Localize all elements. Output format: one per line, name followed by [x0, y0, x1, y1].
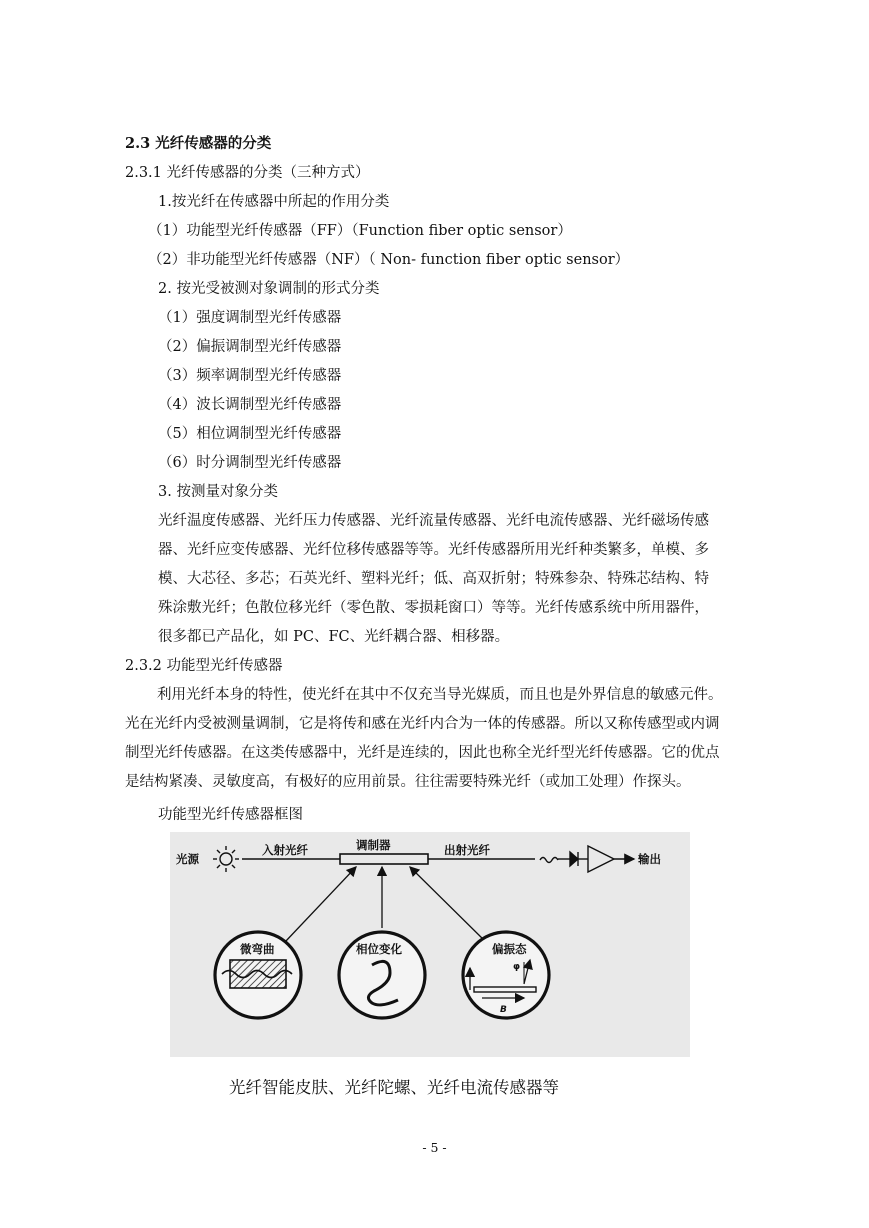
amplifier-icon — [588, 846, 614, 872]
paragraph-line: 器、光纤应变传感器、光纤位移传感器等等。光纤传感器所用光纤种类繁多，单模、多 — [158, 542, 709, 558]
page-number: - 5 - — [422, 1140, 447, 1155]
paragraph-line: 很多都已产品化，如 PC、FC、光纤耦合器、相移器。 — [158, 629, 510, 645]
paragraph-line: 光纤温度传感器、光纤压力传感器、光纤流量传感器、光纤电流传感器、光纤磁场传感 — [158, 513, 709, 529]
classification-2-item: （6）时分调制型光纤传感器 — [158, 455, 342, 471]
classification-2-item: （3）频率调制型光纤传感器 — [158, 368, 342, 384]
classification-2-item: （5）相位调制型光纤传感器 — [158, 426, 342, 442]
applications-caption: 光纤智能皮肤、光纤陀螺、光纤电流传感器等 — [229, 1078, 559, 1097]
classification-2-item: （4）波长调制型光纤传感器 — [158, 397, 342, 413]
output-fiber-label: 出射光纤 — [444, 843, 490, 857]
input-fiber-label: 入射光纤 — [262, 843, 308, 857]
classification-2-item: （2）偏振调制型光纤传感器 — [158, 339, 342, 355]
classification-2-title: 2. 按光受被测对象调制的形式分类 — [158, 281, 380, 297]
functional-sensor-block-diagram — [170, 832, 690, 1057]
modulator-block — [340, 854, 428, 864]
classification-1-item: （2）非功能型光纤传感器（NF）（ Non- function fiber optic sensor） — [148, 252, 630, 268]
photodetector-icon — [558, 852, 588, 866]
section-heading: 2.3 光纤传感器的分类 — [125, 135, 272, 152]
subsection-title-1: 2.3.1 光纤传感器的分类（三种方式） — [125, 165, 370, 181]
light-source-icon — [213, 846, 239, 872]
modulator-label: 调制器 — [356, 838, 391, 852]
b-symbol: B — [500, 1005, 507, 1015]
classification-2-item: （1）强度调制型光纤传感器 — [158, 310, 342, 326]
wavy-signal-icon — [540, 858, 558, 863]
classification-1-title: 1.按光纤在传感器中所起的作用分类 — [158, 194, 390, 210]
polarization-label: 偏振态 — [492, 942, 527, 956]
microbend-label: 微弯曲 — [240, 942, 275, 956]
paragraph-line: 殊涂敷光纤；色散位移光纤（零色散、零损耗窗口）等等。光纤传感系统中所用器件， — [158, 600, 709, 616]
arrow-right — [410, 867, 488, 944]
classification-3-title: 3. 按测量对象分类 — [158, 484, 278, 500]
paragraph-line: 利用光纤本身的特性，使光纤在其中不仅充当导光媒质，而且也是外界信息的敏感元件。 — [157, 687, 723, 703]
phi-symbol: φ — [513, 962, 521, 972]
light-source-label: 光源 — [176, 852, 199, 866]
output-label: 输出 — [638, 852, 661, 866]
phase-change-label: 相位变化 — [356, 942, 402, 956]
paragraph-line: 模、大芯径、多芯；石英光纤、塑料光纤；低、高双折射；特殊参杂、特殊芯结构、特 — [158, 571, 709, 587]
classification-1-item: （1）功能型光纤传感器（FF）（Function fiber optic sensor） — [148, 223, 572, 239]
subsection-title-2: 2.3.2 功能型光纤传感器 — [125, 658, 283, 674]
paragraph-line: 是结构紧凑、灵敏度高，有极好的应用前景。往往需要特殊光纤（或加工处理）作探头。 — [125, 774, 691, 790]
arrow-left — [285, 867, 356, 942]
classification-3-paragraph — [158, 507, 748, 652]
paragraph-line: 制型光纤传感器。在这类传感器中，光纤是连续的，因此也称全光纤型光纤传感器。它的优点 — [125, 745, 720, 761]
functional-sensor-paragraph — [125, 681, 750, 797]
figure-caption: 功能型光纤传感器框图 — [158, 807, 303, 823]
paragraph-line: 光在光纤内受被测量调制，它是将传和感在光纤内合为一体的传感器。所以又称传感型或内调 — [125, 716, 720, 732]
